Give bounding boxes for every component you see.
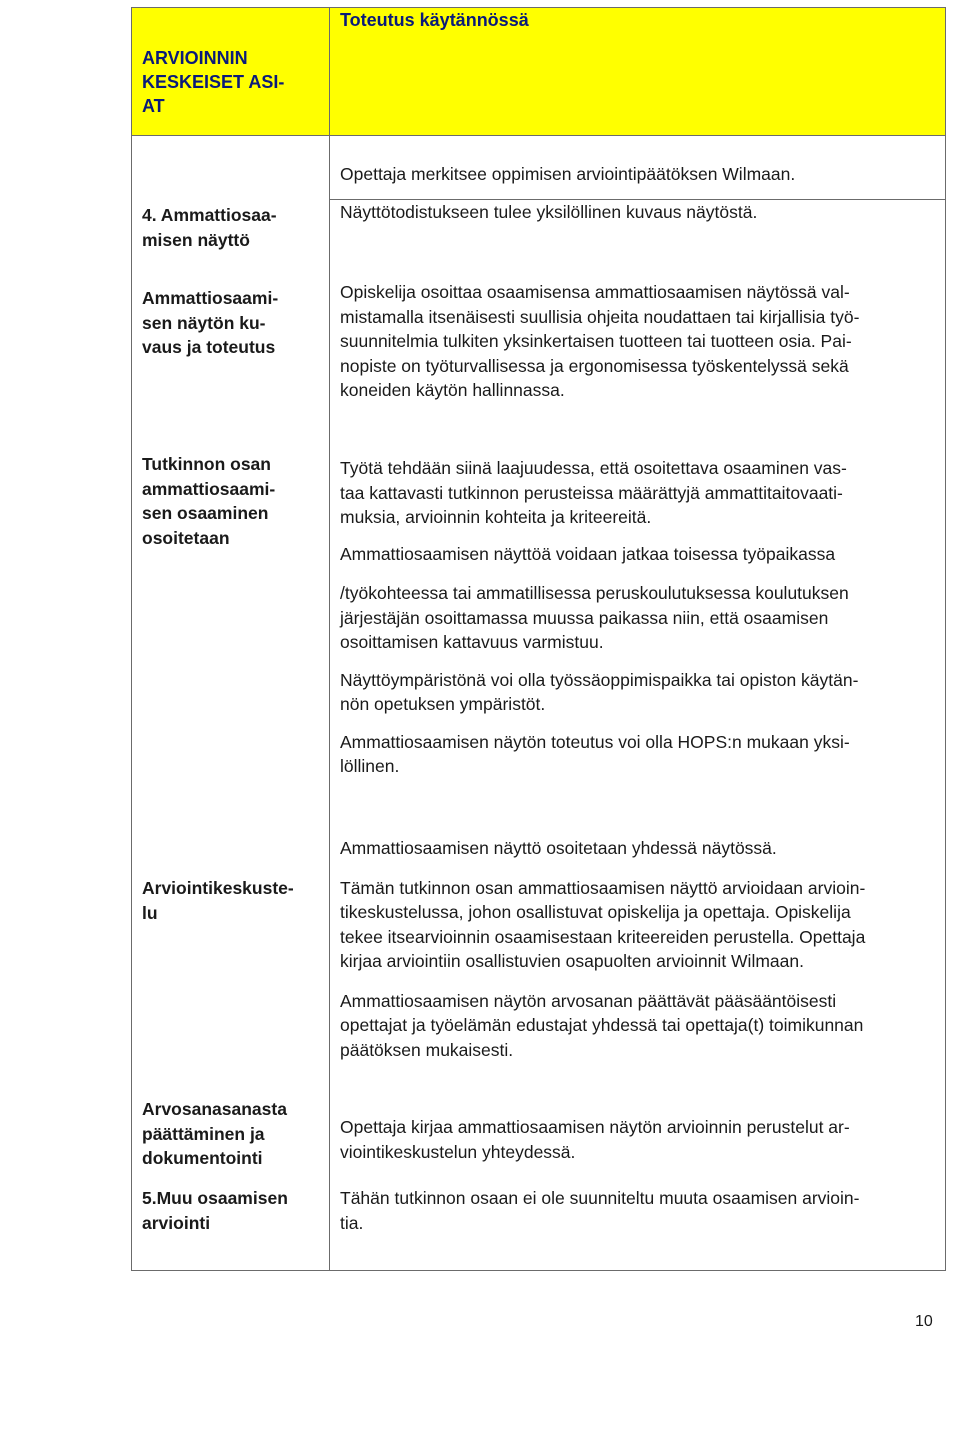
row-content: Työtä tehdään siinä laajuudessa, että osoitettava osaaminen vas- taa kattavasti tutkinnon perusteissa määrättyjä ammattitaitovaati- muksia, arvioinnin kohteita ja kriteereitä. Ammattiosaamisen näyttöä voidaan jatkaa toisessa työpaikassa /työkohteessa tai ammatillisessa peruskoulutuksessa koulutuksen järjestäjän osoittamassa muussa paikassa niin, että osaamisen osoittamisen kattavuus varmistuu. Näyttöympäristönä voi olla työssäoppimispaikka tai opiston käytän- nön opetuksen ympäristöt. Ammattiosaamisen näytön toteutus voi olla HOPS:n mukaan yksi- löllinen. <box>340 458 859 776</box>
page-number: 10 <box>915 1313 933 1330</box>
row-content: Opettaja kirjaa ammattiosaamisen näytön arvioinnin perustelut ar- viointikeskustelun yhteydessä. <box>340 1117 850 1162</box>
column-divider <box>329 7 330 1271</box>
header-right-title: Toteutus käytännössä <box>340 10 529 30</box>
row-label: 5.Muu osaamisen arviointi <box>142 1188 288 1233</box>
row-label: Arvosanasanasta päättäminen ja dokumentointi <box>142 1099 287 1168</box>
row-content: Opiskelija osoittaa osaamisensa ammattiosaamisen näytössä val- mistamalla itsenäisesti suullisia ohjeita noudattaen tai kirjallisia työ- suunnitelmia tulkiten yksinkertaisen tuotteen tai tuotteen osia. Pai- nopiste on työturvallisessa ja ergonomisessa työskentelyssä sekä koneiden käytön hallinnassa. <box>340 282 860 400</box>
row-label: Arviointikeskuste- lu <box>142 878 294 923</box>
row-divider <box>329 135 946 136</box>
header-left-title: ARVIOINNIN KESKEISET ASI- AT <box>142 48 285 116</box>
row-content: Tähän tutkinnon osaan ei ole suunniteltu muuta osaamisen arvioin- tia. <box>340 1188 860 1233</box>
row-label: Tutkinnon osan ammattiosaami- sen osaaminen osoitetaan <box>142 454 276 548</box>
row-label: 4. Ammattiosaa- misen näyttö <box>142 205 277 250</box>
row-label: Ammattiosaami- sen näytön ku- vaus ja toteutus <box>142 288 279 357</box>
row-content: Ammattiosaamisen näyttö osoitetaan yhdessä näytössä. Tämän tutkinnon osan ammattiosaamisen näyttö arvioidaan arvioin- tikeskustelussa, johon osallistuvat opiskelija ja opettaja. Opiskelija tekee itsearvioinnin osaamisestaan kriteereiden perustella. Opettaja kirjaa arviointiin osallistuvien osapuolten arvioinnit Wilmaan. Ammattiosaamisen näytön arvosanan päättävät pääsääntöisesti opettajat ja työelämän edustajat yhdessä tai opettaja(t) toimikunnan päätöksen mukaisesti. <box>340 838 866 1060</box>
row-content: Opettaja merkitsee oppimisen arviointipäätöksen Wilmaan. Näyttötodistukseen tulee yksilöllinen kuvaus näytöstä. <box>340 164 796 222</box>
